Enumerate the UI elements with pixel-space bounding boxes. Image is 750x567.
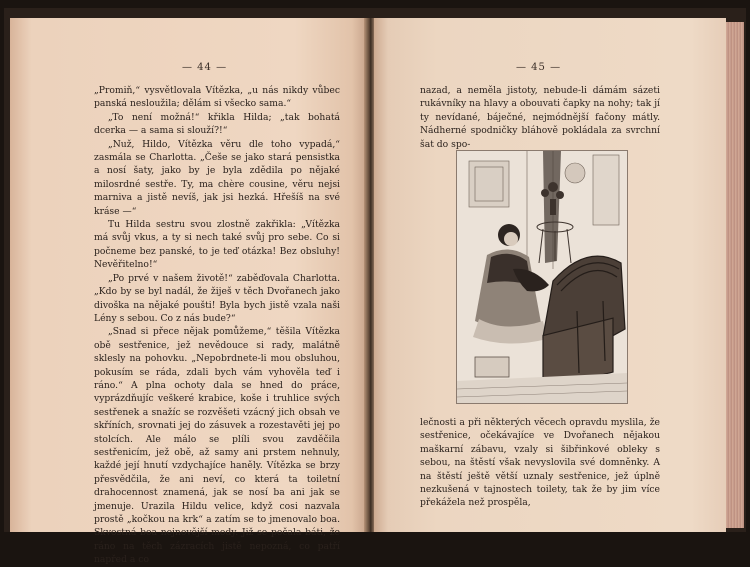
illustration-girl-with-trunk xyxy=(456,150,628,404)
paragraph: „Snad si přece nějak pomůžeme,“ těšila Vítězka obě sestřenice, jež nevědouce si rady, malátně sklesly na pohovku. „Nepobrdnete-li mou obsluhou, pokusím se ráda, zdali bych vám vyhověla teď i ráno.“ A plna ochoty dala se hned do práce, vyprázdňujíc veškeré krabice, koše i truhlice svých sestřenek a snažíc se rozvěšeti vzácný jich obsah ve skříních, srovnati jej do zásuvek a rozestavěti jej po stolcích. Ale málo se plíli svou zavděčila sestřenicím, jež obě, až samy ani prstem nehnuly, každé její hnutí vzdychajíce haněly. Vítězka se brzy přesvědčila, že ani neví, co která ta toiletní drahocennost znamená, jak se nosí ba ani jak se jmenuje. Urazila Hildu velice, když cosi nazvala prostě „kočkou na krk“ a zatím se to jmenovalo boa. Skvostná boa nejnovější mody. Již se počala báti, že ráno na těch zázracích jistě nepozná, co patří napřed a co xyxy=(94,326,340,566)
paragraph: „Nuž, Hildo, Vítězka věru dle toho vypadá,“ zasmála se Charlotta. „Češe se jako stará pensistka a nosí šaty, jako by je byla zdědila po nějaké milosrdné sestře. Ty, ma chère cousine, věru nejsi marniva a jistě nevíš, jak jsi hezká. Hřešíš na své kráse —“ xyxy=(94,138,340,217)
page-edges xyxy=(726,22,744,528)
left-page-text xyxy=(94,84,340,567)
paragraph: lečnosti a při některých věcech opravdu myslila, že sestřenice, očekávajíce ve Dvořanech nějakou maškarní zábavu, vzaly si šibřinkové obleky s sebou, na štěstí však nevyslovila své domněnky. A na štěstí ještě větší uznaly sestřenice, jež úplně nezkušená v tajnostech toilety, tak že by jim více překážela než prospěla, xyxy=(420,417,660,509)
paragraph: „Po prvé v našem životě!“ zaběďovala Charlotta. „Kdo by se byl nadál, že žiješ v těch Dvořanech jako divoška na nějaké poušti! Byla bych jistě vzala naši Lény s sebou. Co z nás bude?“ xyxy=(94,272,340,324)
open-book xyxy=(4,8,746,566)
paragraph: Tu Hilda sestru svou zlostně zakřikla: „Vítězka má svůj vkus, a ty si nech také svůj pro sebe. Co si počneme bez panské, to je teď otázka! Bez obsluhy! Nevěřitelno!“ xyxy=(94,219,340,271)
right-page-text-bottom xyxy=(420,416,660,510)
left-page xyxy=(10,18,366,566)
paragraph: nazad, a neměla jistoty, nebude-li dámám sázeti rukávníky na hlavy a obouvati čapky na nohy; tak jí ty nevídané, báječné, nejmódnější fačony mátly. Nádherné spodničky bláhově pokládala za svrchní šat do spo- xyxy=(420,85,660,150)
page-number-left: — 44 — xyxy=(182,62,228,73)
paragraph: „Promiň,“ vysvětlovala Vítězka, „u nás nikdy vůbec panská nesloužila; dělám si všecko sama.“ xyxy=(94,85,340,110)
right-page-text-top xyxy=(420,84,660,151)
paragraph: „To není možná!“ křikla Hilda; „tak bohatá dcerka — a sama si slouží?!“ xyxy=(94,111,340,137)
page-number-right: — 45 — xyxy=(516,62,562,73)
right-page xyxy=(374,18,726,532)
